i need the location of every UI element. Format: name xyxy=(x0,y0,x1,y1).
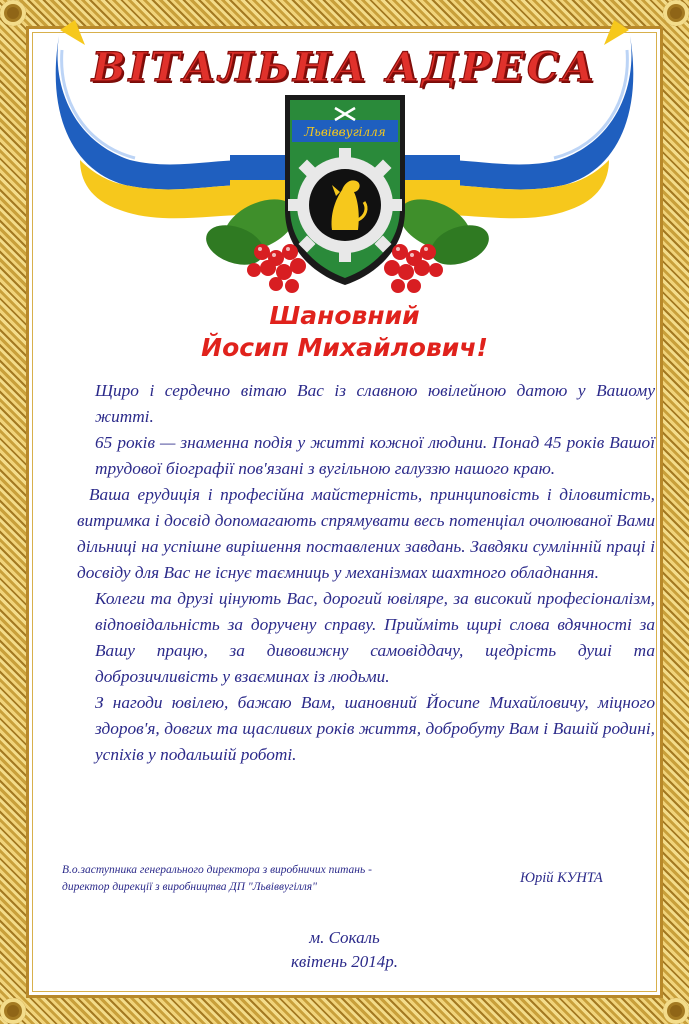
paragraph-4: Колеги та друзі цінують Вас, дорогий ювіляре, за високий професіоналізм, відповідальність за доручену справу. Прийміть щирі слова вдячності за Вашу працю, за дивовижну самовіддачу, щедрість душі та доброзичливість у взаєминах із людьми. xyxy=(95,589,655,686)
paragraph-5: З нагоди ювілею, бажаю Вам, шановний Йосипе Михайловичу, міцного здоров'я, довгих та щасливих років життя, добробуту Вам і Вашій родині, успіхів у подальшій роботі. xyxy=(95,693,655,764)
signatory-position-line-1: В.о.заступника генерального директора з виробничих питань - xyxy=(62,864,372,876)
place-and-date xyxy=(0,926,689,974)
document-title: ВІТАЛЬНА АДРЕСА xyxy=(91,44,598,91)
paragraph-1: Щиро і сердечно вітаю Вас із славною ювілейною датою у Вашому житті. xyxy=(95,381,655,426)
date: квітень 2014р. xyxy=(290,952,399,971)
paragraph-3: Ваша ерудиція і професійна майстерність, принциповість і діловитість, витримка і досвід допомагають спрямувати весь потенціал очолюваної Вами дільниці на успішне вирішення поставлених завдань. Завдяки сумлінній праці і досвіду для Вас не існує таємниць у механізмах шахтного обладнання. xyxy=(77,485,655,582)
letter-body xyxy=(77,378,655,768)
greeting-line-2: Йосип Михайлович! xyxy=(201,333,488,362)
greeting xyxy=(0,300,689,364)
place: м. Сокаль xyxy=(309,928,380,947)
signatory-position xyxy=(62,862,482,896)
greeting-line-1: Шановний xyxy=(269,301,420,330)
paragraph-2: 65 років — знаменна подія у житті кожної людини. Понад 45 років Вашої трудової біографії пов'язані з вугільною галуззю нашого краю. xyxy=(95,433,655,478)
svg-text:Львіввугілля: Львіввугілля xyxy=(304,125,386,139)
corner-ornament-top-left xyxy=(0,0,26,26)
signatory-position-line-2: директор дирекції з виробництва ДП "Львіввугілля" xyxy=(62,881,317,893)
lvivvuhillia-emblem-icon xyxy=(285,95,405,285)
corner-ornament-bottom-right xyxy=(663,998,689,1024)
corner-ornament-bottom-left xyxy=(0,998,26,1024)
corner-ornament-top-right xyxy=(663,0,689,26)
signatory-name: Юрій КУНТА xyxy=(520,870,603,886)
